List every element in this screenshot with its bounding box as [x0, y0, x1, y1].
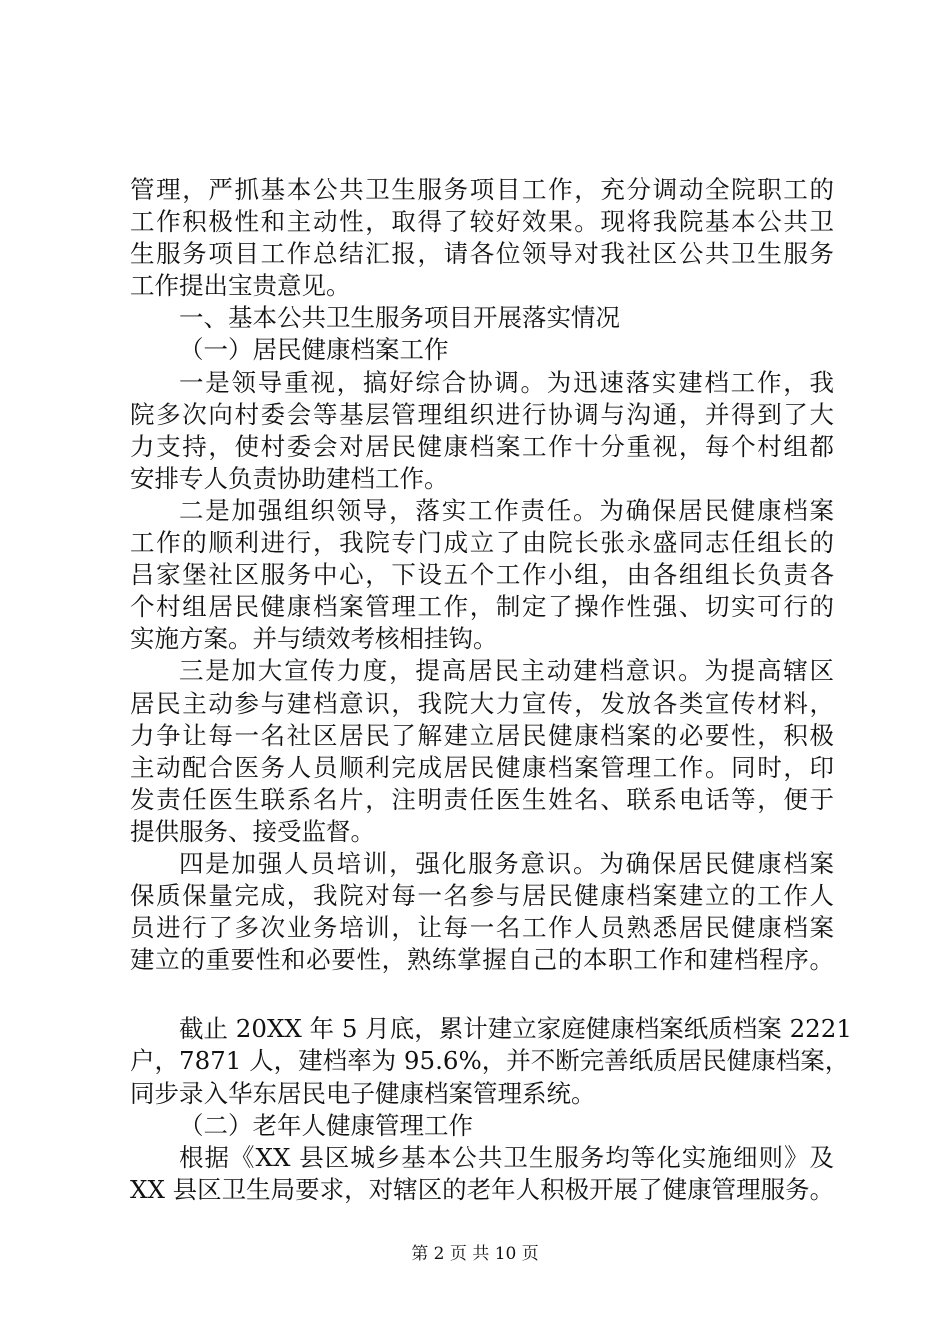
paragraph-elderly-management — [130, 1142, 834, 1206]
text-line: 三是加大宣传力度，提高居民主动建档意识。为提高辖区 — [179, 656, 834, 686]
paragraph-intro — [130, 174, 834, 302]
text-line: 根据《XX 县区城乡基本公共卫生服务均等化实施细则》及 — [179, 1142, 834, 1172]
paragraph-statistics — [130, 1013, 852, 1109]
text-line: 居民主动参与建档意识，我院大力宣传，发放各类宣传材料， — [130, 688, 834, 718]
text-line: 户，7871 人，建档率为 95.6%，并不断完善纸质居民健康档案， — [130, 1046, 850, 1076]
text-line: 实施方案。并与绩效考核相挂钩。 — [130, 624, 498, 654]
text-line: 院多次向村委会等基层管理组织进行协调与沟通，并得到了大 — [130, 399, 834, 429]
text-line: 提供服务、接受监督。 — [130, 816, 375, 846]
text-line: 工作积极性和主动性，取得了较好效果。现将我院基本公共卫 — [130, 207, 834, 237]
text-line: 发责任医生联系名片，注明责任医生姓名、联系电话等，便于 — [130, 784, 834, 814]
text-line: 个村组居民健康档案管理工作，制定了操作性强、切实可行的 — [130, 592, 834, 622]
section-heading: 一、基本公共卫生服务项目开展落实情况 — [179, 303, 620, 333]
text-line: 员进行了多次业务培训，让每一名工作人员熟悉居民健康档案 — [130, 913, 834, 943]
text-line: 截止 20XX 年 5 月底，累计建立家庭健康档案纸质档案 2221 — [179, 1014, 852, 1044]
paragraph-item-3 — [130, 655, 834, 848]
paragraph-spacer — [130, 976, 834, 1013]
text-line: 工作的顺利进行，我院专门成立了由院长张永盛同志任组长的 — [130, 528, 834, 558]
text-line: 力争让每一名社区居民了解建立居民健康档案的必要性，积极 — [130, 720, 834, 750]
page-footer — [0, 1243, 950, 1265]
text-line: 一是领导重视，搞好综合协调。为迅速落实建档工作，我 — [179, 367, 834, 397]
text-line: 保质保量完成，我院对每一名参与居民健康档案建立的工作人 — [130, 881, 834, 911]
text-line: 二是加强组织领导，落实工作责任。为确保居民健康档案 — [179, 495, 834, 525]
text-line: 力支持，使村委会对居民健康档案工作十分重视，每个村组都 — [130, 431, 834, 461]
page-number: 第 2 页 共 10 页 — [411, 1244, 539, 1264]
paragraph-item-2 — [130, 495, 834, 655]
text-line: 生服务项目工作总结汇报，请各位领导对我社区公共卫生服务 — [130, 239, 834, 269]
text-line: 吕家堡社区服务中心，下设五个工作小组，由各组组长负责各 — [130, 560, 834, 590]
text-line: 工作提出宝贵意见。 — [130, 271, 351, 301]
text-line: 四是加强人员培训，强化服务意识。为确保居民健康档案 — [179, 848, 834, 878]
text-line: 同步录入华东居民电子健康档案管理系统。 — [130, 1078, 596, 1108]
text-line: 主动配合医务人员顺利完成居民健康档案管理工作。同时，印 — [130, 752, 834, 782]
paragraph-item-4 — [130, 848, 834, 976]
paragraph-item-1 — [130, 367, 834, 495]
text-line: 安排专人负责协助建档工作。 — [130, 463, 449, 493]
subsection-heading: （一）居民健康档案工作 — [179, 335, 449, 365]
text-line: 建立的重要性和必要性，熟练掌握自己的本职工作和建档程序。 — [130, 945, 834, 975]
subsection-heading: （二）老年人健康管理工作 — [179, 1110, 473, 1140]
text-line: XX 县区卫生局要求，对辖区的老年人积极开展了健康管理服务。 — [130, 1174, 835, 1204]
text-line: 管理，严抓基本公共卫生服务项目工作，充分调动全院职工的 — [130, 175, 834, 204]
document-body — [130, 174, 852, 1206]
